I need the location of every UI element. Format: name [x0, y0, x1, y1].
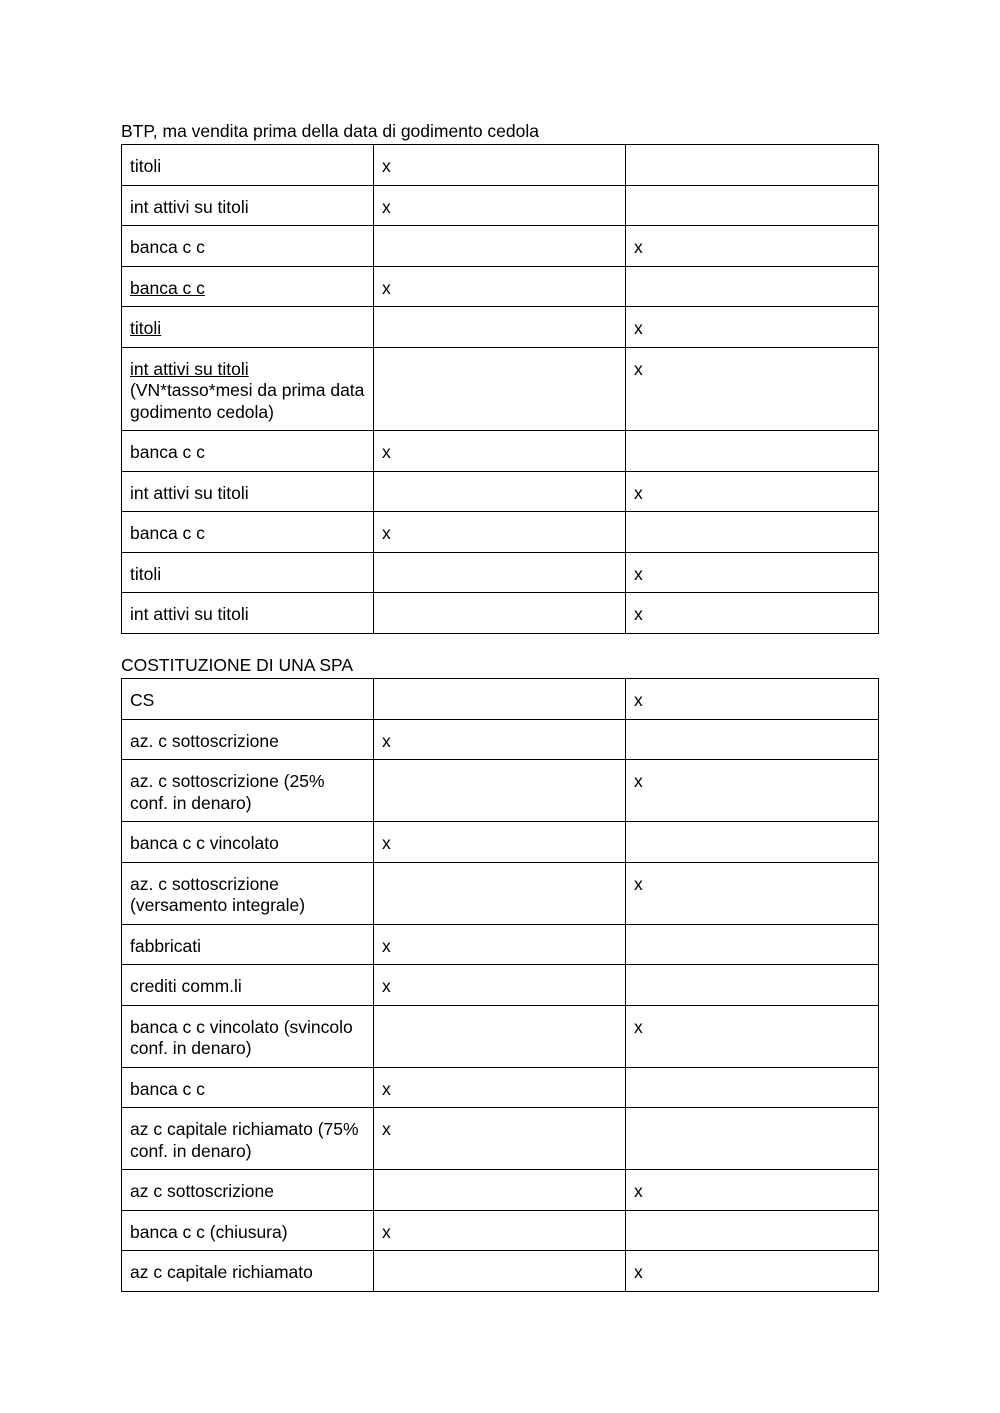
journal-table-btp [121, 144, 879, 634]
avere-cell [626, 924, 879, 965]
dare-cell [374, 1005, 626, 1067]
dare-cell [374, 552, 626, 593]
table-row [122, 226, 879, 267]
journal-table-spa [121, 678, 879, 1292]
account-cell [122, 512, 374, 553]
account-cell [122, 719, 374, 760]
account-name: titoli [130, 318, 162, 338]
avere-cell [626, 719, 879, 760]
avere-cell [626, 1108, 879, 1170]
table-row [122, 1067, 879, 1108]
table-row [122, 266, 879, 307]
account-cell [122, 226, 374, 267]
table-row [122, 471, 879, 512]
account-cell [122, 431, 374, 472]
account-name: banca c c vincolato (svincolo conf. in denaro) [130, 1016, 353, 1058]
dare-cell: x [374, 719, 626, 760]
table-row [122, 1170, 879, 1211]
table-row [122, 1108, 879, 1170]
avere-cell: x [626, 471, 879, 512]
dare-cell: x [374, 822, 626, 863]
avere-cell: x [626, 347, 879, 431]
dare-cell: x [374, 145, 626, 186]
avere-cell [626, 512, 879, 553]
account-cell [122, 552, 374, 593]
dare-cell [374, 347, 626, 431]
table-row [122, 307, 879, 348]
dare-cell [374, 471, 626, 512]
dare-cell [374, 1251, 626, 1292]
dare-cell [374, 307, 626, 348]
avere-cell [626, 1067, 879, 1108]
avere-cell [626, 266, 879, 307]
section-title-spa: COSTITUZIONE DI UNA SPA [121, 655, 354, 675]
account-cell [122, 862, 374, 924]
account-cell [122, 1210, 374, 1251]
avere-cell: x [626, 307, 879, 348]
account-name: az c capitale richiamato [130, 1262, 313, 1282]
dare-cell: x [374, 1108, 626, 1170]
table-row [122, 679, 879, 720]
dare-cell: x [374, 512, 626, 553]
account-name: int attivi su titoli [130, 196, 249, 217]
section-title-btp: BTP, ma vendita prima della data di godimento cedola [121, 121, 539, 141]
dare-cell [374, 593, 626, 634]
table-row [122, 862, 879, 924]
account-cell [122, 593, 374, 634]
account-name: banca c c vincolato [130, 833, 279, 853]
avere-cell [626, 185, 879, 226]
account-name: banca c c [130, 277, 205, 298]
account-name: int attivi su titoli [130, 482, 249, 503]
avere-cell [626, 1210, 879, 1251]
account-cell [122, 1108, 374, 1170]
account-name: banca c c (chiusura) [130, 1221, 288, 1242]
avere-cell: x [626, 760, 879, 822]
dare-cell: x [374, 965, 626, 1006]
dare-cell [374, 1170, 626, 1211]
account-cell [122, 145, 374, 186]
table-row [122, 965, 879, 1006]
dare-cell [374, 862, 626, 924]
table-row [122, 760, 879, 822]
account-cell [122, 1251, 374, 1292]
account-cell [122, 307, 374, 348]
account-name: az c sottoscrizione [130, 1181, 274, 1201]
avere-cell [626, 965, 879, 1006]
account-note: (VN*tasso*mesi da prima data godimento cedola) [130, 380, 365, 422]
account-cell [122, 471, 374, 512]
avere-cell [626, 145, 879, 186]
account-cell [122, 679, 374, 720]
table-row [122, 431, 879, 472]
avere-cell: x [626, 552, 879, 593]
account-cell [122, 1170, 374, 1211]
avere-cell [626, 822, 879, 863]
table-row [122, 347, 879, 431]
table-row [122, 593, 879, 634]
account-cell [122, 924, 374, 965]
table-row [122, 822, 879, 863]
table-row [122, 1005, 879, 1067]
account-name: banca c c [130, 523, 205, 543]
account-name: az. c sottoscrizione (versamento integrale) [130, 873, 306, 915]
table-row [122, 924, 879, 965]
table-row [122, 719, 879, 760]
table-row [122, 1210, 879, 1251]
account-name: az c capitale richiamato (75% conf. in denaro) [130, 1119, 359, 1161]
account-name: banca c c [130, 237, 205, 257]
avere-cell: x [626, 1170, 879, 1211]
avere-cell: x [626, 593, 879, 634]
account-cell [122, 965, 374, 1006]
account-cell [122, 760, 374, 822]
account-name: titoli [130, 156, 162, 176]
avere-cell: x [626, 1251, 879, 1292]
dare-cell: x [374, 431, 626, 472]
account-name: titoli [130, 563, 162, 584]
avere-cell: x [626, 862, 879, 924]
table-row [122, 1251, 879, 1292]
account-cell [122, 347, 374, 431]
table-row [122, 552, 879, 593]
account-cell [122, 1005, 374, 1067]
avere-cell: x [626, 1005, 879, 1067]
account-name: az. c sottoscrizione (25% conf. in denaro) [130, 771, 325, 813]
account-name: az. c sottoscrizione [130, 730, 279, 751]
table-row [122, 145, 879, 186]
avere-cell: x [626, 226, 879, 267]
table-row [122, 512, 879, 553]
dare-cell [374, 679, 626, 720]
account-name: banca c c [130, 1078, 205, 1099]
account-name: fabbricati [130, 935, 202, 956]
account-cell [122, 266, 374, 307]
account-name: int attivi su titoli [130, 604, 249, 624]
account-name: crediti comm.li [130, 976, 242, 996]
dare-cell: x [374, 266, 626, 307]
dare-cell: x [374, 1067, 626, 1108]
dare-cell: x [374, 185, 626, 226]
dare-cell [374, 226, 626, 267]
dare-cell: x [374, 1210, 626, 1251]
account-name: banca c c [130, 442, 205, 462]
avere-cell: x [626, 679, 879, 720]
account-name: int attivi su titoli [130, 358, 249, 379]
account-cell [122, 185, 374, 226]
dare-cell [374, 760, 626, 822]
avere-cell [626, 431, 879, 472]
account-cell [122, 1067, 374, 1108]
table-row [122, 185, 879, 226]
dare-cell: x [374, 924, 626, 965]
account-name: CS [130, 690, 155, 710]
account-cell [122, 822, 374, 863]
